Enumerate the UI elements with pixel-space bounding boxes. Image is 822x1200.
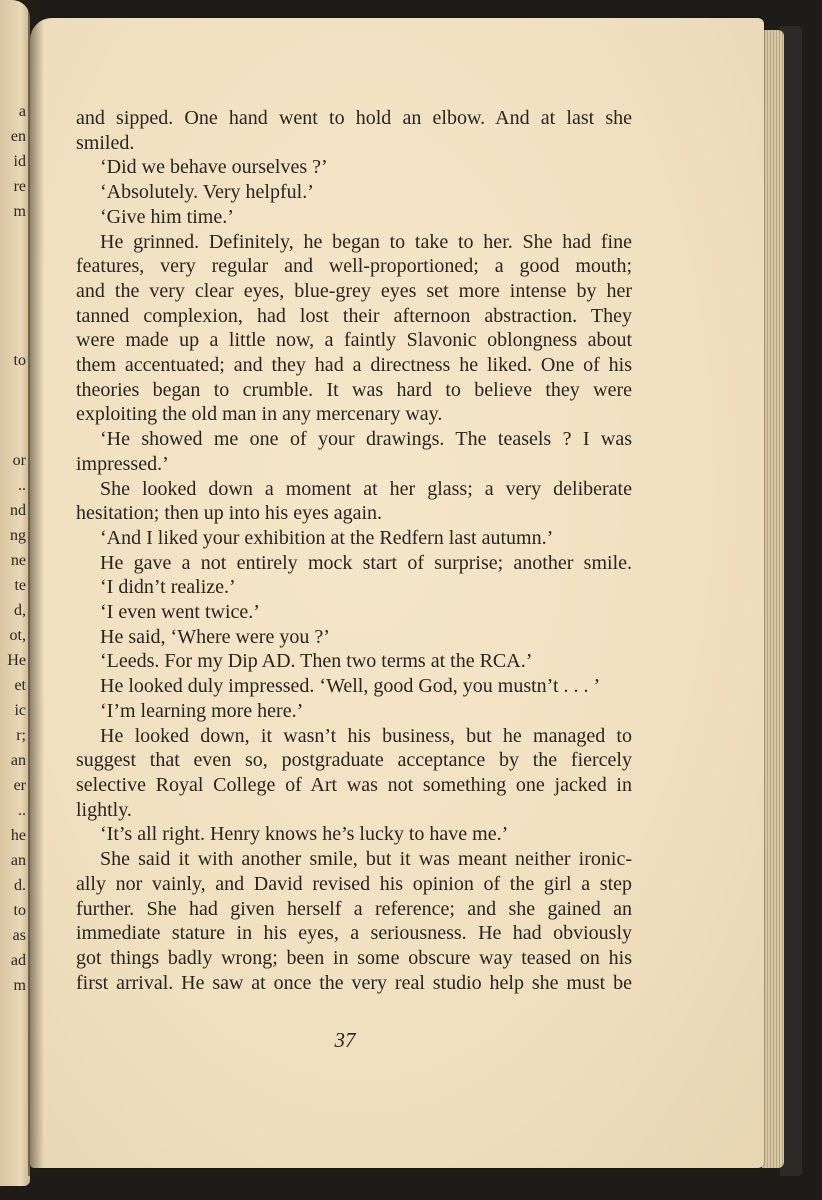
- text-line: impressed.’: [76, 452, 169, 475]
- facing-page-fragment: ic: [14, 702, 26, 719]
- facing-page-fragment: et: [14, 677, 26, 694]
- text-line: immediate stature in his eyes, a seriousness. He had obviously: [76, 922, 632, 945]
- text-line: She looked down a moment at her glass; a very deliberate: [100, 477, 632, 500]
- text-line: He looked down, it wasn’t his business, but he managed to: [100, 724, 632, 747]
- facing-page-edge: [0, 0, 30, 1186]
- page-stack-edge: [762, 30, 784, 1168]
- facing-page-fragment: ..: [18, 477, 26, 494]
- text-line: ally nor vainly, and David revised his opinion of the girl a step: [76, 872, 632, 895]
- text-line: features, very regular and well-proportioned; a good mouth;: [76, 255, 632, 278]
- text-line: ‘Absolutely. Very helpful.’: [100, 181, 314, 204]
- facing-page-fragment: to: [13, 902, 26, 919]
- text-line: and sipped. One hand went to hold an elbow. And at last she: [76, 107, 632, 129]
- text-line: smiled.: [76, 131, 135, 154]
- body-text: [76, 106, 632, 995]
- facing-page-fragment: or: [12, 452, 26, 469]
- text-line: first arrival. He saw at once the very real studio help she must be: [76, 971, 632, 994]
- text-line: further. She had given herself a reference; and she gained an: [76, 897, 632, 920]
- facing-page-fragment: He: [7, 652, 26, 669]
- facing-page-fragment: re: [13, 178, 26, 195]
- facing-page-fragment: m: [13, 977, 26, 994]
- text-line: hesitation; then up into his eyes again.: [76, 502, 383, 525]
- text-line: suggest that even so, postgraduate acceptance by the fiercely: [76, 749, 632, 772]
- text-line: ‘I’m learning more here.’: [100, 699, 304, 722]
- text-line: He grinned. Definitely, he began to take to her. She had fine: [100, 230, 632, 253]
- text-line: ‘He showed me one of your drawings. The teasels ? I was: [100, 428, 632, 451]
- text-line: ‘I even went twice.’: [100, 601, 260, 624]
- page-number: 37: [334, 1028, 356, 1052]
- text-line: He said, ‘Where were you ?’: [100, 625, 330, 648]
- text-line: theories began to crumble. It was hard to believe they were: [76, 378, 632, 401]
- facing-page-fragment: er: [13, 777, 26, 794]
- facing-page-fragment: d.: [14, 877, 26, 894]
- text-line: She said it with another smile, but it was meant neither ironic-: [100, 848, 632, 871]
- facing-page-fragment: r;: [16, 727, 26, 744]
- text-line: ‘It’s all right. Henry knows he’s lucky to have me.’: [100, 823, 509, 846]
- facing-page-fragment: en: [10, 128, 26, 145]
- facing-page-fragment: id: [13, 153, 26, 170]
- text-line: ‘Give him time.’: [100, 205, 234, 228]
- facing-page-fragment: te: [14, 577, 26, 594]
- facing-page-fragment: ne: [10, 552, 26, 569]
- facing-page-fragment: d,: [14, 602, 26, 619]
- text-line: exploiting the old man in any mercenary way.: [76, 403, 443, 426]
- text-line: He gave a not entirely mock start of surprise; another smile.: [100, 551, 632, 574]
- text-line: selective Royal College of Art was not something one jacked in: [76, 773, 632, 796]
- facing-page-fragment: a: [18, 103, 26, 120]
- text-line: ‘Leeds. For my Dip AD. Then two terms at the RCA.’: [100, 650, 533, 673]
- text-line: tanned complexion, had lost their afternoon abstraction. They: [76, 304, 632, 327]
- facing-page-fragment: nd: [10, 502, 26, 519]
- gutter-shadow: [28, 0, 44, 1176]
- facing-page-fragment: ad: [10, 952, 26, 969]
- text-line: and the very clear eyes, blue-grey eyes set more intense by her: [76, 279, 632, 302]
- facing-page-fragment: ot,: [9, 627, 26, 644]
- facing-page-fragment: to: [13, 352, 26, 369]
- text-line: ‘And I liked your exhibition at the Redfern last autumn.’: [100, 526, 554, 549]
- text-line: ‘I didn’t realize.’: [100, 576, 236, 599]
- facing-page-fragment: ..: [18, 802, 26, 819]
- text-line: lightly.: [76, 798, 132, 821]
- text-line: He looked duly impressed. ‘Well, good God, you mustn’t . . . ’: [100, 675, 601, 698]
- facing-page-fragment: as: [12, 927, 26, 944]
- facing-page-fragment: an: [10, 852, 26, 869]
- facing-page-fragment: an: [10, 752, 26, 769]
- text-line: ‘Did we behave ourselves ?’: [100, 156, 328, 179]
- facing-page-fragment: m: [13, 203, 26, 220]
- text-line: them accentuated; and they had a directness he liked. One of his: [76, 354, 632, 377]
- text-line: got things badly wrong; been in some obscure way teased on his: [76, 946, 632, 969]
- facing-page-fragment: he: [10, 827, 26, 844]
- text-line: were made up a little now, a faintly Slavonic oblongness about: [76, 329, 632, 352]
- facing-page-fragment: ng: [10, 527, 26, 544]
